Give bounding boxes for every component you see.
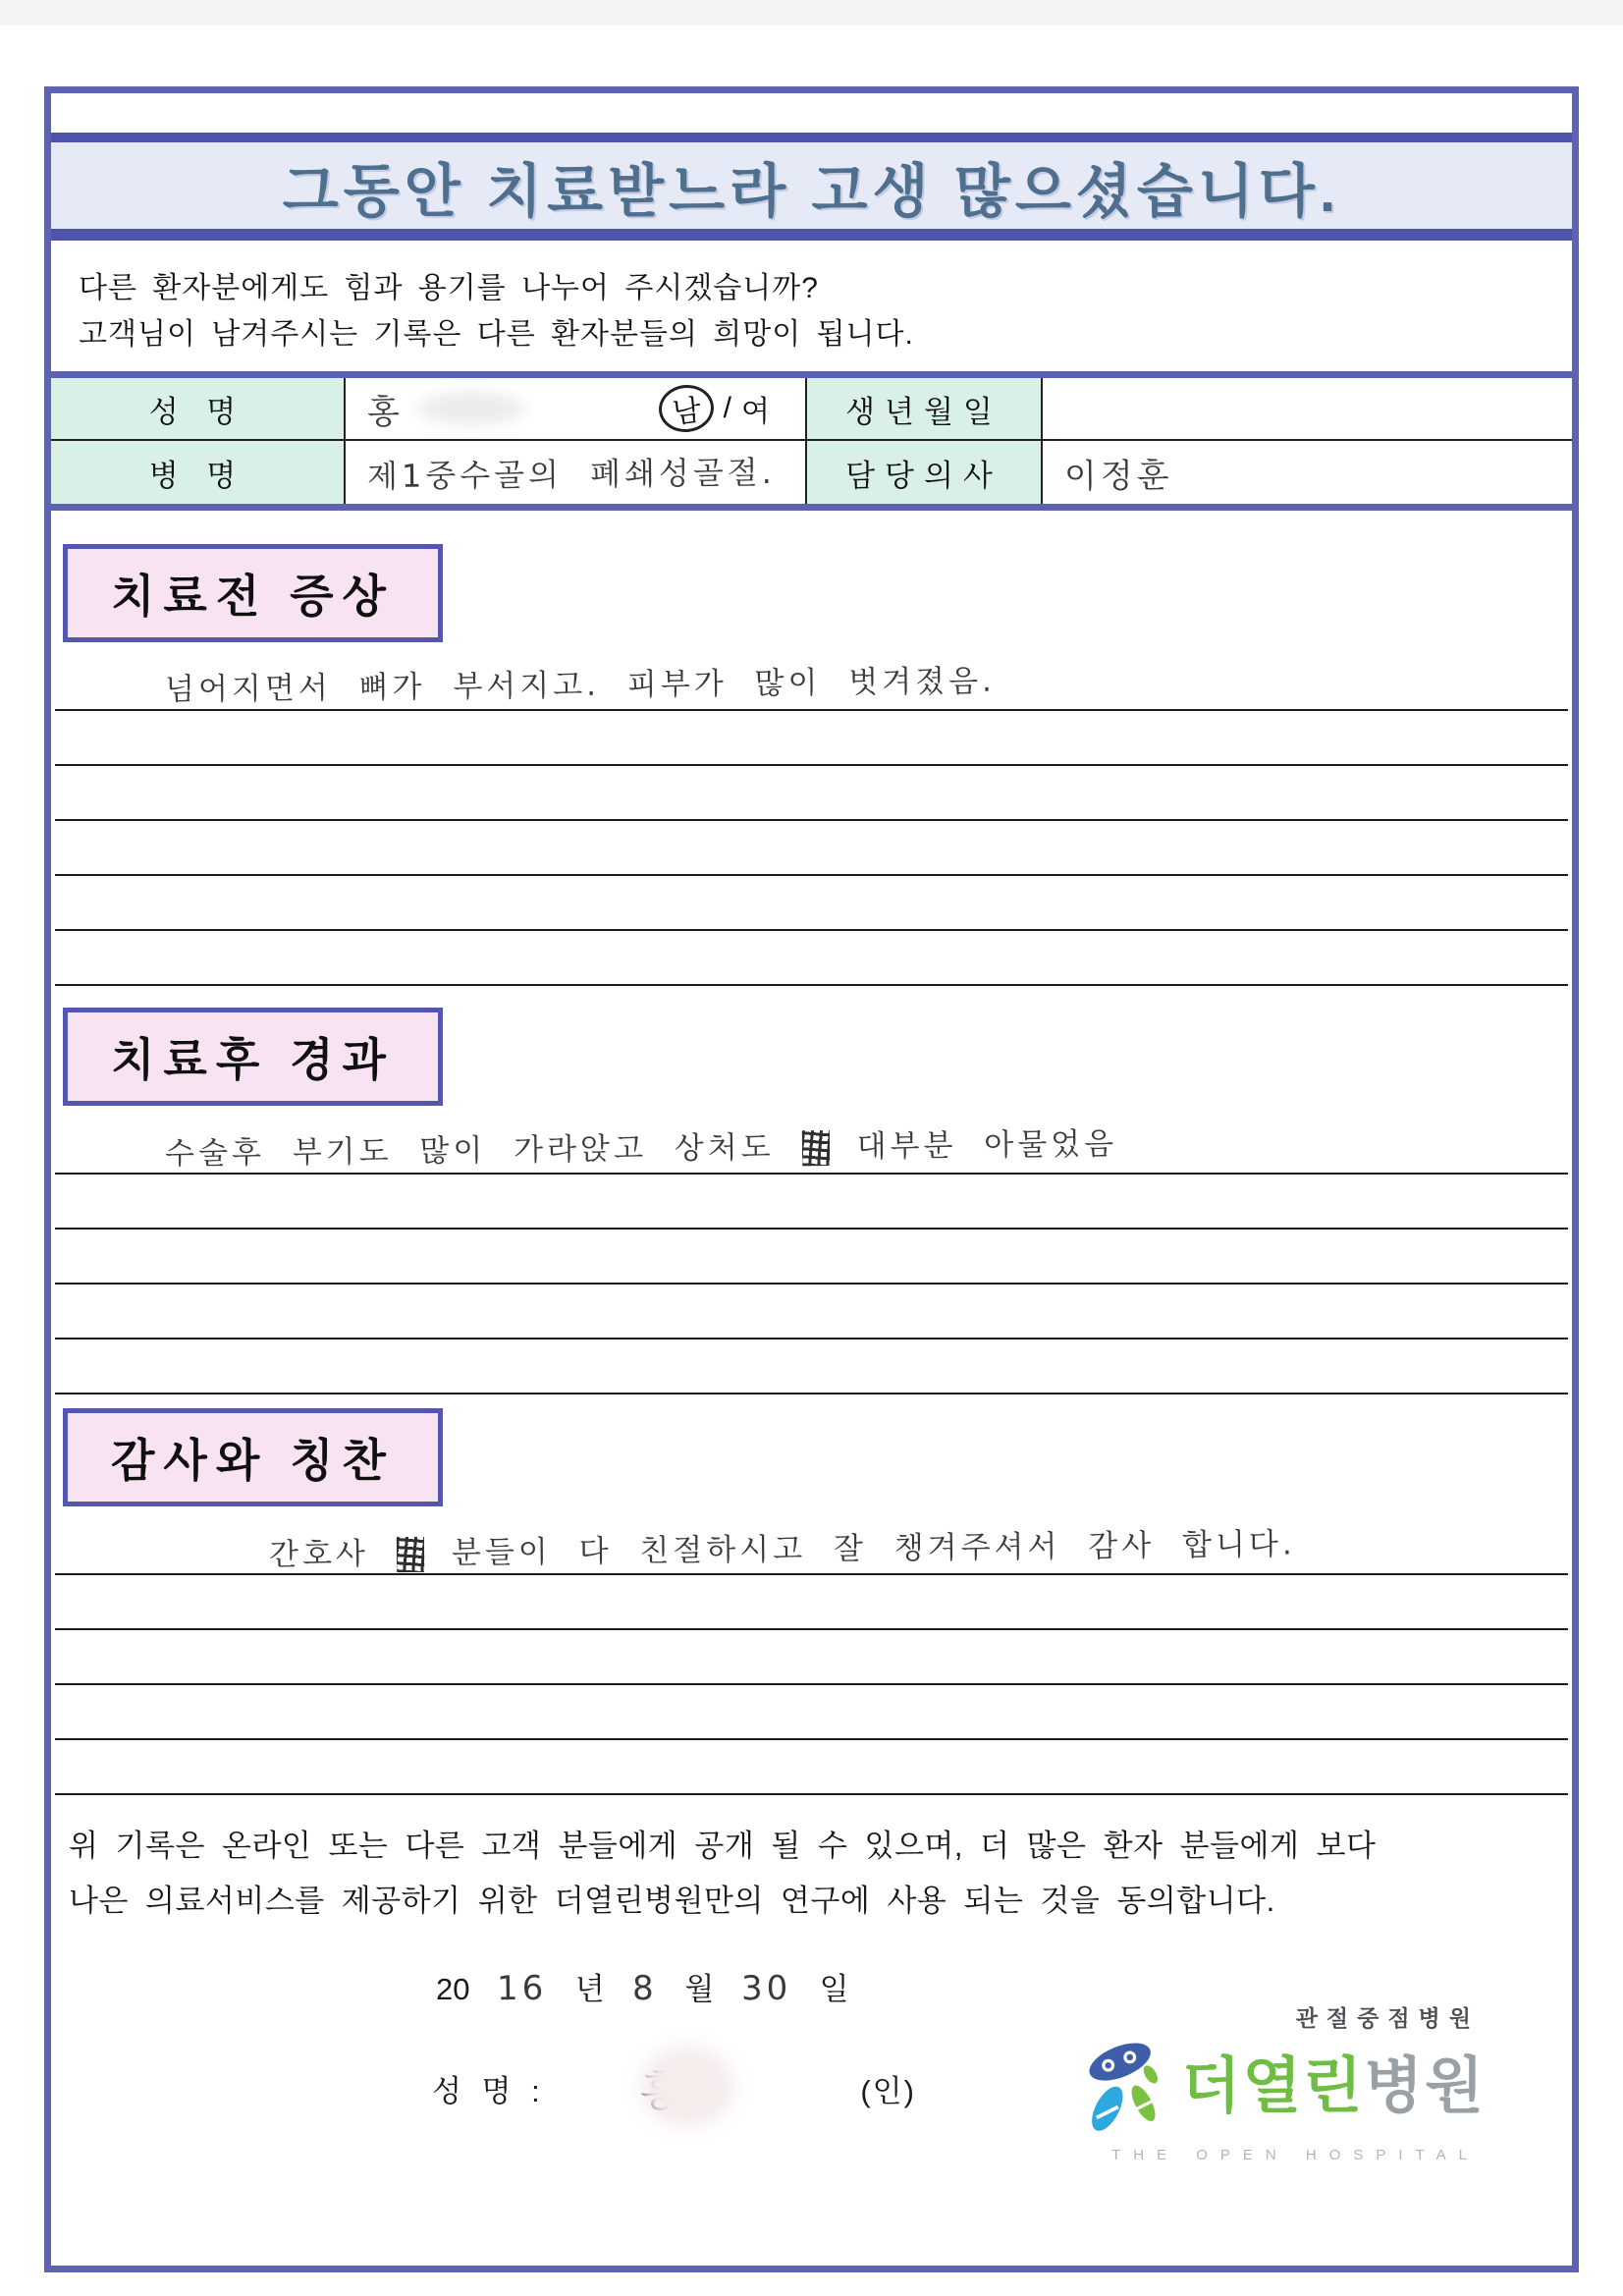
ruled-line — [55, 1520, 1568, 1575]
ruled-line — [55, 821, 1568, 876]
section-title-after-treatment: 치료후 경과 — [63, 1008, 443, 1106]
disease-label-cell: 병 명 — [51, 441, 346, 504]
gender-separator: / — [723, 392, 732, 424]
date-month-handwritten: 8 — [631, 1968, 658, 2008]
doctor-handwritten: 이정훈 — [1063, 455, 1173, 497]
scribbled-out-character — [397, 1537, 424, 1572]
ruled-line — [55, 876, 1568, 931]
birthdate-value-cell — [1043, 378, 1572, 441]
ruled-line — [55, 1339, 1568, 1394]
signature-label: 성 명 : — [432, 2074, 546, 2109]
date-day-handwritten: 30 — [741, 1968, 792, 2008]
date-century: 20 — [436, 1971, 470, 2006]
name-redaction-blur — [417, 392, 525, 425]
consent-paragraph — [51, 1819, 1572, 1929]
intro-line-2: 고객님이 남겨주시는 기록은 다른 환자분들의 희망이 됩니다. — [79, 317, 914, 351]
section-title-thanks-praise: 감사와 칭찬 — [63, 1408, 443, 1506]
writing-area-thanks-praise — [51, 1520, 1572, 1795]
ruled-line — [55, 1685, 1568, 1740]
patient-info-table — [51, 371, 1572, 511]
entry-thanks-praise: 간호사 분들이 다 친절하시고 잘 챙겨주셔서 감사 합니다. — [268, 1526, 1296, 1573]
entry-after-treatment: 수술후 부기도 많이 가라앉고 상처도 대부분 아물었음 — [164, 1125, 1118, 1173]
name-label-cell: 성 명 — [51, 378, 346, 441]
consent-line-1: 위 기록은 온라인 또는 다른 고객 분들에게 공개 될 수 있으며, 더 많은 환자 분들에게 보다 — [69, 1829, 1377, 1863]
logo-name-gray: 병원 — [1364, 2052, 1486, 2120]
birthdate-label-cell: 생년월일 — [807, 378, 1043, 441]
ruled-line — [55, 656, 1568, 711]
writing-area-after-treatment — [51, 1120, 1572, 1394]
ruled-line — [55, 1120, 1568, 1175]
intro-line-1: 다른 환자분에게도 힘과 용기를 나누어 주시겠습니까? — [79, 272, 819, 304]
doctor-value-cell — [1043, 441, 1572, 504]
ruled-line — [55, 1575, 1568, 1630]
page-border-frame — [44, 86, 1579, 2272]
doctor-label-cell: 담당의사 — [807, 441, 1043, 504]
logo-subtitle: THE OPEN HOSPITAL — [1111, 2147, 1480, 2163]
seal-redaction-smudge — [640, 2046, 734, 2128]
ruled-line — [55, 1285, 1568, 1339]
name-handwritten: 홍 — [366, 392, 405, 432]
section-title-before-treatment: 치료전 증상 — [63, 544, 443, 642]
ruled-line — [55, 766, 1568, 821]
ruled-line — [55, 1630, 1568, 1685]
logo-specialty-text: 관절중점병원 — [1295, 2005, 1480, 2031]
ruled-line — [55, 1230, 1568, 1285]
logo-name-green: 더열린 — [1181, 2052, 1365, 2120]
ruled-line — [55, 711, 1568, 766]
banner-title: 그동안 치료받느라 고생 많으셨습니다. — [282, 158, 1341, 224]
name-value-cell — [346, 378, 807, 441]
hospital-logo — [1024, 2000, 1486, 2163]
hospital-logo-icon — [1082, 2035, 1172, 2139]
entry-before-treatment: 넘어지면서 뼈가 부서지고. 피부가 많이 벗겨졌음. — [164, 663, 997, 708]
scan-edge-artifact — [0, 0, 1623, 26]
disease-handwritten: 제1중수골의 폐쇄성골절. — [366, 453, 777, 496]
disease-value-cell — [346, 441, 807, 504]
gender-male-circled: 남 — [656, 382, 716, 435]
gender-female: 여 — [741, 396, 770, 428]
header-banner — [51, 133, 1572, 241]
date-day-unit: 일 — [819, 1971, 849, 2006]
date-month-unit: 월 — [684, 1971, 715, 2006]
ruled-line — [55, 1740, 1568, 1795]
ruled-line — [55, 1175, 1568, 1230]
gender-choice — [659, 385, 784, 432]
date-year-unit: 년 — [574, 1971, 605, 2006]
ruled-line — [55, 931, 1568, 986]
intro-paragraph — [51, 266, 1572, 357]
date-year-handwritten: 16 — [497, 1968, 548, 2008]
seal-placeholder: (인) — [860, 2074, 916, 2109]
scribbled-out-character — [801, 1130, 829, 1166]
writing-area-before-treatment — [51, 656, 1572, 986]
consent-line-2: 나은 의료서비스를 제공하기 위한 더열린병원만의 연구에 사용 되는 것을 동의합니다. — [69, 1883, 1275, 1918]
